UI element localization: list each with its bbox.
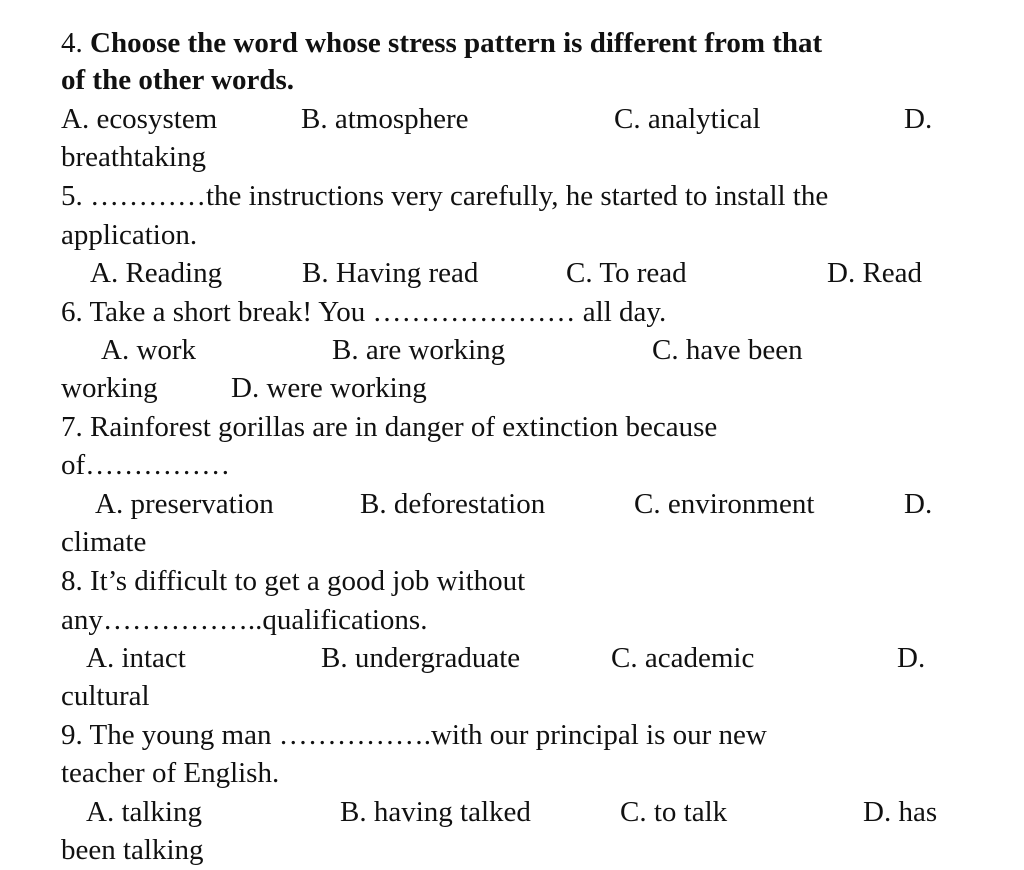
question-5-line2: application. <box>61 219 198 251</box>
q4-option-d-continued: breathtaking <box>61 141 206 173</box>
q9-option-b: B. having talked <box>340 796 531 828</box>
q8-option-c: C. academic <box>611 642 755 674</box>
q6-option-a: A. work <box>101 334 197 366</box>
question-8-line2: any……………..qualifications. <box>61 604 428 636</box>
q8-option-d: D. <box>897 642 926 674</box>
q5-option-a: A. Reading <box>90 257 223 289</box>
question-7-line2: of…………… <box>61 449 231 481</box>
q7-option-d-continued: climate <box>61 526 147 558</box>
question-8-line1: 8. It’s difficult to get a good job without <box>61 565 526 597</box>
question-4-prompt-line2: of the other words. <box>61 64 295 96</box>
q9-option-d: D. has <box>863 796 938 828</box>
q4-option-b: B. atmosphere <box>301 103 469 135</box>
q9-option-a: A. talking <box>86 796 202 828</box>
q7-option-c: C. environment <box>634 488 815 520</box>
q9-option-d-continued: been talking <box>61 834 204 866</box>
q7-option-a: A. preservation <box>95 488 274 520</box>
q5-option-b: B. Having read <box>302 257 479 289</box>
question-6-line1: 6. Take a short break! You ………………… all day. <box>61 296 667 328</box>
q6-option-d: D. were working <box>231 372 427 404</box>
question-4-prompt-line1 <box>61 25 822 61</box>
q8-option-a: A. intact <box>86 642 186 674</box>
q6-option-c-continued: working <box>61 372 158 404</box>
q4-option-a: A. ecosystem <box>61 103 218 135</box>
question-4-prompt: Choose the word whose stress pattern is different from that <box>90 27 823 59</box>
q9-option-c: C. to talk <box>620 796 728 828</box>
q5-option-c: C. To read <box>566 257 687 289</box>
q4-option-d: D. <box>904 103 933 135</box>
q7-option-b: B. deforestation <box>360 488 546 520</box>
q6-option-c: C. have been <box>652 334 803 366</box>
q6-option-b: B. are working <box>332 334 506 366</box>
question-9-line1: 9. The young man …………….with our principal is our new <box>61 719 767 751</box>
question-9-line2: teacher of English. <box>61 757 280 789</box>
q7-option-d: D. <box>904 488 933 520</box>
q8-option-d-continued: cultural <box>61 680 150 712</box>
q4-option-c: C. analytical <box>614 103 761 135</box>
question-4-number: 4. <box>61 27 83 59</box>
q8-option-b: B. undergraduate <box>321 642 521 674</box>
question-5-line1: 5. …………the instructions very carefully, he started to install the <box>61 180 829 212</box>
question-7-line1: 7. Rainforest gorillas are in danger of extinction because <box>61 411 718 443</box>
q5-option-d: D. Read <box>827 257 923 289</box>
